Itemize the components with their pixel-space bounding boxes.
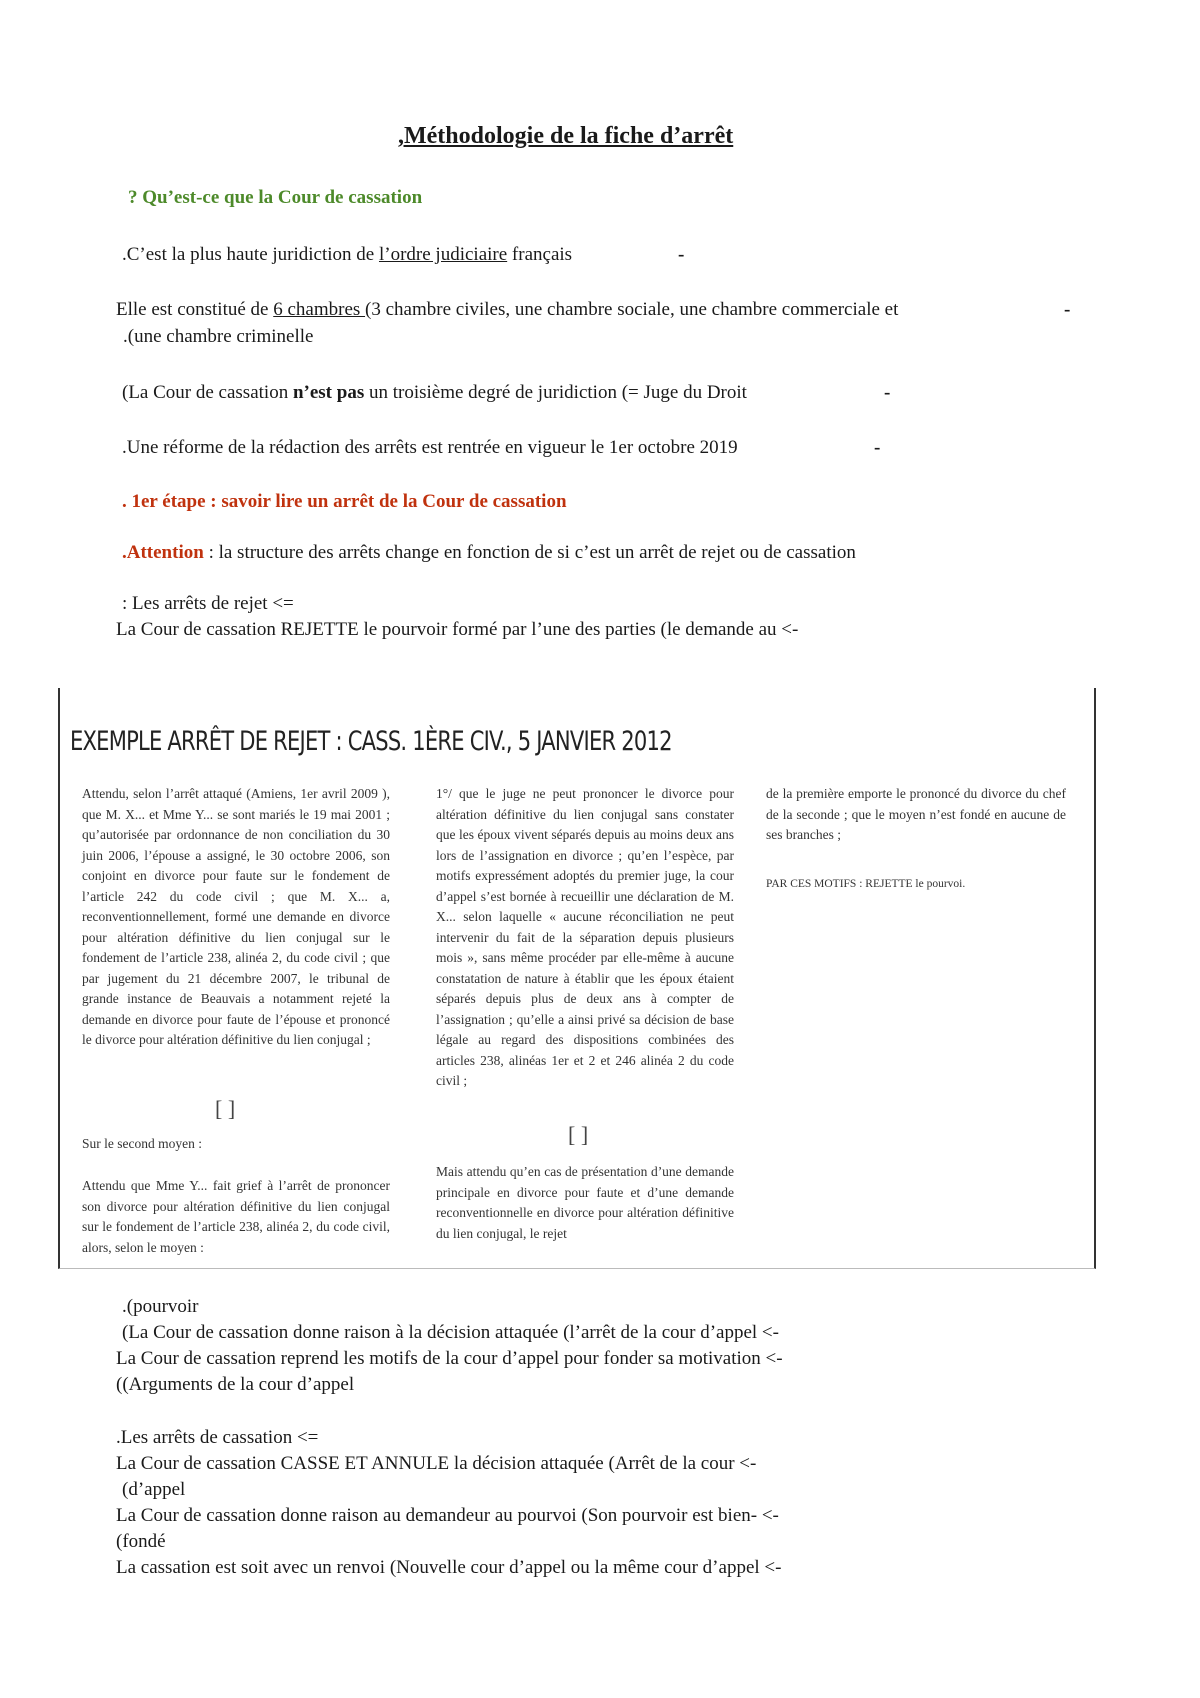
cassation-line-continuation: (d’appel bbox=[122, 1479, 186, 1500]
example-paragraph: 1°/ que le juge ne peut prononcer le divorce pour altération définitive du lien conjugal sans constater que les époux vivent séparés depuis au moins deux ans lors de l’assignation en divorce ; qu’en l’espèce, par motifs expressément adoptés du premier juge, la cour d’appel s’est bornée à recueillir une déclaration de M. X... selon laquelle « aucune réconciliation ne peut intervenir du fait de la séparation depuis plusieurs mois », sans même procéder par elle-même à aucune constatation de nature à établir que les époux étaient séparés depuis plus de deux ans à compter de l’assignation ; qu’elle a ainsi privé sa décision de base légale au regard des dispositions combinées des articles 238, alinéas 1er et 2 et 246 alinéa 2 du code civil ; bbox=[436, 786, 734, 1088]
cassation-line-continuation: (fondé bbox=[116, 1531, 166, 1552]
example-title: EXEMPLE ARRÊT DE REJET : CASS. 1ÈRE CIV., 5 JANVIER 2012 bbox=[70, 726, 672, 757]
example-column-3 bbox=[766, 784, 1066, 846]
example-column-2 bbox=[436, 784, 734, 1092]
example-paragraph: Mais attendu qu’en cas de présentation d’une demande principale en divorce pour faute et d’une demande reconventionnelle en divorce pour altération définitive du lien conjugal, le rejet bbox=[436, 1164, 734, 1241]
attention-note bbox=[122, 542, 856, 564]
underlined-term: l’ordre judiciaire bbox=[378, 244, 508, 265]
example-column-2-b bbox=[436, 1162, 734, 1244]
bullet-dash: - bbox=[874, 437, 881, 458]
cassation-line: La Cour de cassation CASSE ET ANNULE la décision attaquée (Arrêt de la cour <- bbox=[116, 1453, 757, 1474]
example-paragraph: Attendu que Mme Y... fait grief à l’arrêt de prononcer son divorce pour altération définitive du lien conjugal sur le fondement de l’article 238, alinéa 2, du code civil, alors, selon le moyen : bbox=[82, 1178, 390, 1255]
list-item bbox=[116, 299, 898, 321]
list-item-continuation: .(une chambre criminelle bbox=[123, 326, 314, 347]
list-item-text: Elle est constitué de bbox=[116, 299, 274, 320]
rejet-line: La Cour de cassation REJETTE le pourvoir formé par l’une des parties (le demande au <- bbox=[116, 619, 799, 640]
example-column-1-b bbox=[82, 1134, 390, 1155]
bullet-dash: - bbox=[1064, 299, 1071, 320]
list-item-text: (La Cour de cassation bbox=[122, 382, 293, 403]
bold-term: n’est pas bbox=[292, 382, 365, 403]
section-heading-cour: ? Qu’est-ce que la Cour de cassation bbox=[128, 187, 423, 208]
example-arret-image bbox=[58, 688, 1096, 1269]
list-item: .Une réforme de la rédaction des arrêts est rentrée en vigueur le 1er octobre 2019 bbox=[122, 437, 738, 458]
list-item-text: .C’est la plus haute juridiction de bbox=[122, 244, 379, 265]
rejet-line: (La Cour de cassation donne raison à la décision attaquée (l’arrêt de la cour d’appel <- bbox=[122, 1322, 779, 1343]
underlined-term: 6 chambres bbox=[273, 299, 366, 320]
attention-text: : la structure des arrêts change en fonction de si c’est un arrêt de rejet ou de cassation bbox=[203, 542, 856, 563]
example-column-3-b bbox=[766, 874, 1066, 895]
example-column-1 bbox=[82, 784, 390, 1051]
example-paragraph: Attendu, selon l’arrêt attaqué (Amiens, 1er avril 2009 ), que M. X... et Mme Y... se sont mariés le 19 mai 2001 ; qu’autorisée par ordonnance de non conciliation du 30 juin 2006, l’épouse a assigné, le 30 octobre 2006, son conjoint en divorce pour faute sur le fondement de l’article 242 du code civil ; que M. X... a, reconventionnellement, formé une demande en divorce pour altération définitive du lien conjugal sur le fondement de l’article 238, alinéa 2, du code civil ; que par jugement du 21 décembre 2007, le tribunal de grande instance de Beauvais a notamment rejeté la demande en divorce pour faute de l’épouse et prononcé le divorce pour altération définitive du lien conjugal ; bbox=[82, 786, 390, 1047]
cassation-line: La cassation est soit avec un renvoi (Nouvelle cour d’appel ou la même cour d’appel <- bbox=[116, 1557, 782, 1578]
cassation-line: La Cour de cassation donne raison au demandeur au pourvoi (Son pourvoir est bien- <- bbox=[116, 1505, 779, 1526]
cassation-heading: .Les arrêts de cassation <= bbox=[116, 1427, 319, 1448]
example-column-1-c bbox=[82, 1176, 390, 1258]
bullet-dash: - bbox=[678, 244, 685, 265]
list-item bbox=[122, 244, 572, 266]
example-paragraph: PAR CES MOTIFS : REJETTE le pourvoi. bbox=[766, 878, 966, 890]
list-item-text: français bbox=[507, 244, 573, 265]
section-heading-etape: . 1er étape : savoir lire un arrêt de la Cour de cassation bbox=[122, 491, 567, 512]
list-item-text: (3 chambre civiles, une chambre sociale, une chambre commerciale et bbox=[365, 299, 899, 320]
rejet-line-continuation: ((Arguments de la cour d’appel bbox=[116, 1374, 355, 1395]
attention-label: .Attention bbox=[122, 542, 204, 563]
list-item bbox=[122, 382, 747, 404]
omission-bracket: [ ] bbox=[568, 1122, 589, 1147]
rejet-heading: : Les arrêts de rejet <= bbox=[122, 593, 294, 614]
rejet-line: La Cour de cassation reprend les motifs de la cour d’appel pour fonder sa motivation <- bbox=[116, 1348, 783, 1369]
page-title: ,Méthodologie de la fiche d’arrêt bbox=[398, 123, 734, 149]
example-paragraph: de la première emporte le prononcé du divorce du chef de la seconde ; que le moyen n’est fondé en aucune de ses branches ; bbox=[766, 786, 1066, 842]
example-paragraph: Sur le second moyen : bbox=[82, 1136, 202, 1151]
list-item-text: un troisième degré de juridiction (= Juge du Droit bbox=[364, 382, 747, 403]
bullet-dash: - bbox=[884, 382, 891, 403]
omission-bracket: [ ] bbox=[215, 1096, 236, 1121]
rejet-line-continuation: .(pourvoir bbox=[122, 1296, 199, 1317]
